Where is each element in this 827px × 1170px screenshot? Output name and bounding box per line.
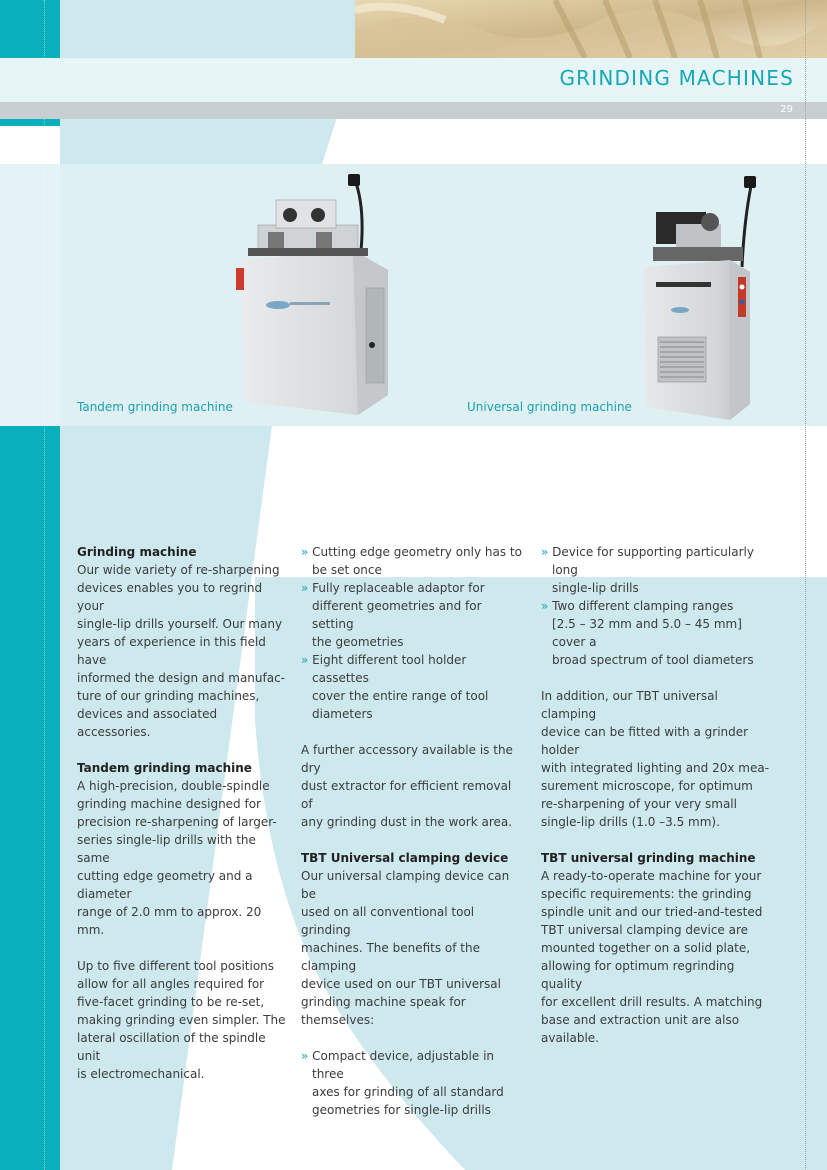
line: devices and associated accessories. xyxy=(77,707,218,739)
line: range of 2.0 mm to approx. 20 mm. xyxy=(77,905,262,937)
text-column-1 xyxy=(77,543,292,1083)
line: single-lip drills (1.0 –3.5 mm). xyxy=(541,815,720,829)
line: Cutting edge geometry only has to xyxy=(312,545,522,559)
header-grey-strip xyxy=(0,102,827,119)
line: five-facet grinding to be re-set, xyxy=(77,995,265,1009)
paragraph xyxy=(541,687,773,831)
line: Device for supporting particularly long xyxy=(552,545,754,577)
line: device used on our TBT universal xyxy=(301,977,501,991)
line: [2.5 – 32 mm and 5.0 – 45 mm] cover a xyxy=(552,617,742,649)
left-dotted-guide xyxy=(44,0,45,1170)
line: lateral oscillation of the spindle unit xyxy=(77,1031,266,1063)
line: Eight different tool holder cassettes xyxy=(312,653,467,685)
line: grinding machine designed for xyxy=(77,797,261,811)
tandem-grinding-machine-image xyxy=(228,170,393,420)
line: grinding machine speak for themselves: xyxy=(301,995,466,1027)
line: available. xyxy=(541,1031,599,1045)
line: informed the design and manufac- xyxy=(77,671,286,685)
text-column-3 xyxy=(541,543,773,1047)
line: single-lip drills xyxy=(552,581,639,595)
line: base and extraction unit are also xyxy=(541,1013,740,1027)
line: Up to five different tool positions xyxy=(77,959,275,973)
paragraph xyxy=(301,867,523,1029)
bullet-item xyxy=(301,651,523,723)
universal-caption: Universal grinding machine xyxy=(467,400,632,414)
line: re-sharpening of your very small xyxy=(541,797,737,811)
line: cutting edge geometry and a diameter xyxy=(77,869,253,901)
line: allowing for optimum regrinding quality xyxy=(541,959,735,991)
page-title: GRINDING MACHINES xyxy=(559,66,794,90)
line: be set once xyxy=(312,563,382,577)
line: Two different clamping ranges xyxy=(552,599,734,613)
line: series single-lip drills with the same xyxy=(77,833,256,865)
line: used on all conventional tool grinding xyxy=(301,905,475,937)
left-bar-pale-section xyxy=(0,164,60,426)
line: A further accessory available is the dry xyxy=(301,743,513,775)
tandem-caption: Tandem grinding machine xyxy=(77,400,233,414)
left-bar-gap xyxy=(0,126,60,164)
line: precision re-sharpening of larger- xyxy=(77,815,277,829)
bullet-item xyxy=(541,543,773,597)
line: cover the entire range of tool xyxy=(312,689,489,703)
line: broad spectrum of tool diameters xyxy=(552,653,754,667)
line: with integrated lighting and 20x mea- xyxy=(541,761,770,775)
paragraph xyxy=(301,741,523,831)
bullet-item xyxy=(301,1047,523,1119)
line: Compact device, adjustable in three xyxy=(312,1049,495,1081)
paragraph xyxy=(77,777,292,939)
chevron-right-icon: » xyxy=(541,599,553,613)
page-number: 29 xyxy=(780,104,793,115)
heading-tbt-universal-clamping-device: TBT Universal clamping device xyxy=(301,851,509,865)
line: years of experience in this field have xyxy=(77,635,266,667)
chevron-right-icon: » xyxy=(301,653,313,667)
heading-grinding-machine: Grinding machine xyxy=(77,545,197,559)
line: allow for all angles required for xyxy=(77,977,265,991)
line: is electromechanical. xyxy=(77,1067,205,1081)
heading-tbt-universal-grinding-machine: TBT universal grinding machine xyxy=(541,851,756,865)
chevron-right-icon: » xyxy=(301,545,313,559)
right-dotted-guide xyxy=(805,0,806,1170)
paragraph xyxy=(77,561,292,741)
line: surement microscope, for optimum xyxy=(541,779,753,793)
line: making grinding even simpler. The xyxy=(77,1013,286,1027)
bullet-item xyxy=(301,543,523,579)
chevron-right-icon: » xyxy=(541,545,553,559)
line: machines. The benefits of the clamping xyxy=(301,941,480,973)
line: A high-precision, double-spindle xyxy=(77,779,270,793)
chevron-right-icon: » xyxy=(301,581,313,595)
line: A ready-to-operate machine for your xyxy=(541,869,762,883)
line: mounted together on a solid plate, xyxy=(541,941,751,955)
line: for excellent drill results. A matching xyxy=(541,995,763,1009)
line: In addition, our TBT universal clamping xyxy=(541,689,718,721)
line: device can be fitted with a grinder holder xyxy=(541,725,749,757)
line: TBT universal clamping device are xyxy=(541,923,749,937)
paragraph xyxy=(541,867,773,1047)
line: dust extractor for efficient removal of xyxy=(301,779,512,811)
line: Our wide variety of re-sharpening xyxy=(77,563,280,577)
chevron-right-icon: » xyxy=(301,1049,313,1063)
line: diameters xyxy=(312,707,373,721)
line: ture of our grinding machines, xyxy=(77,689,260,703)
line: any grinding dust in the work area. xyxy=(301,815,513,829)
line: spindle unit and our tried-and-tested xyxy=(541,905,763,919)
gear-teeth-photo xyxy=(355,0,827,58)
bullet-item xyxy=(541,597,773,669)
line: single-lip drills yourself. Our many xyxy=(77,617,283,631)
line: different geometries and for setting xyxy=(312,599,482,631)
bullet-item xyxy=(301,579,523,651)
heading-tandem-grinding-machine: Tandem grinding machine xyxy=(77,761,252,775)
line: axes for grinding of all standard xyxy=(312,1085,504,1099)
line: specific requirements: the grinding xyxy=(541,887,752,901)
line: Our universal clamping device can be xyxy=(301,869,510,901)
paragraph xyxy=(77,957,292,1083)
line: devices enables you to regrind your xyxy=(77,581,263,613)
line: geometries for single-lip drills xyxy=(312,1103,491,1117)
universal-grinding-machine-image xyxy=(638,172,778,422)
line: Fully replaceable adaptor for xyxy=(312,581,485,595)
text-column-2 xyxy=(301,543,523,1119)
line: the geometries xyxy=(312,635,404,649)
